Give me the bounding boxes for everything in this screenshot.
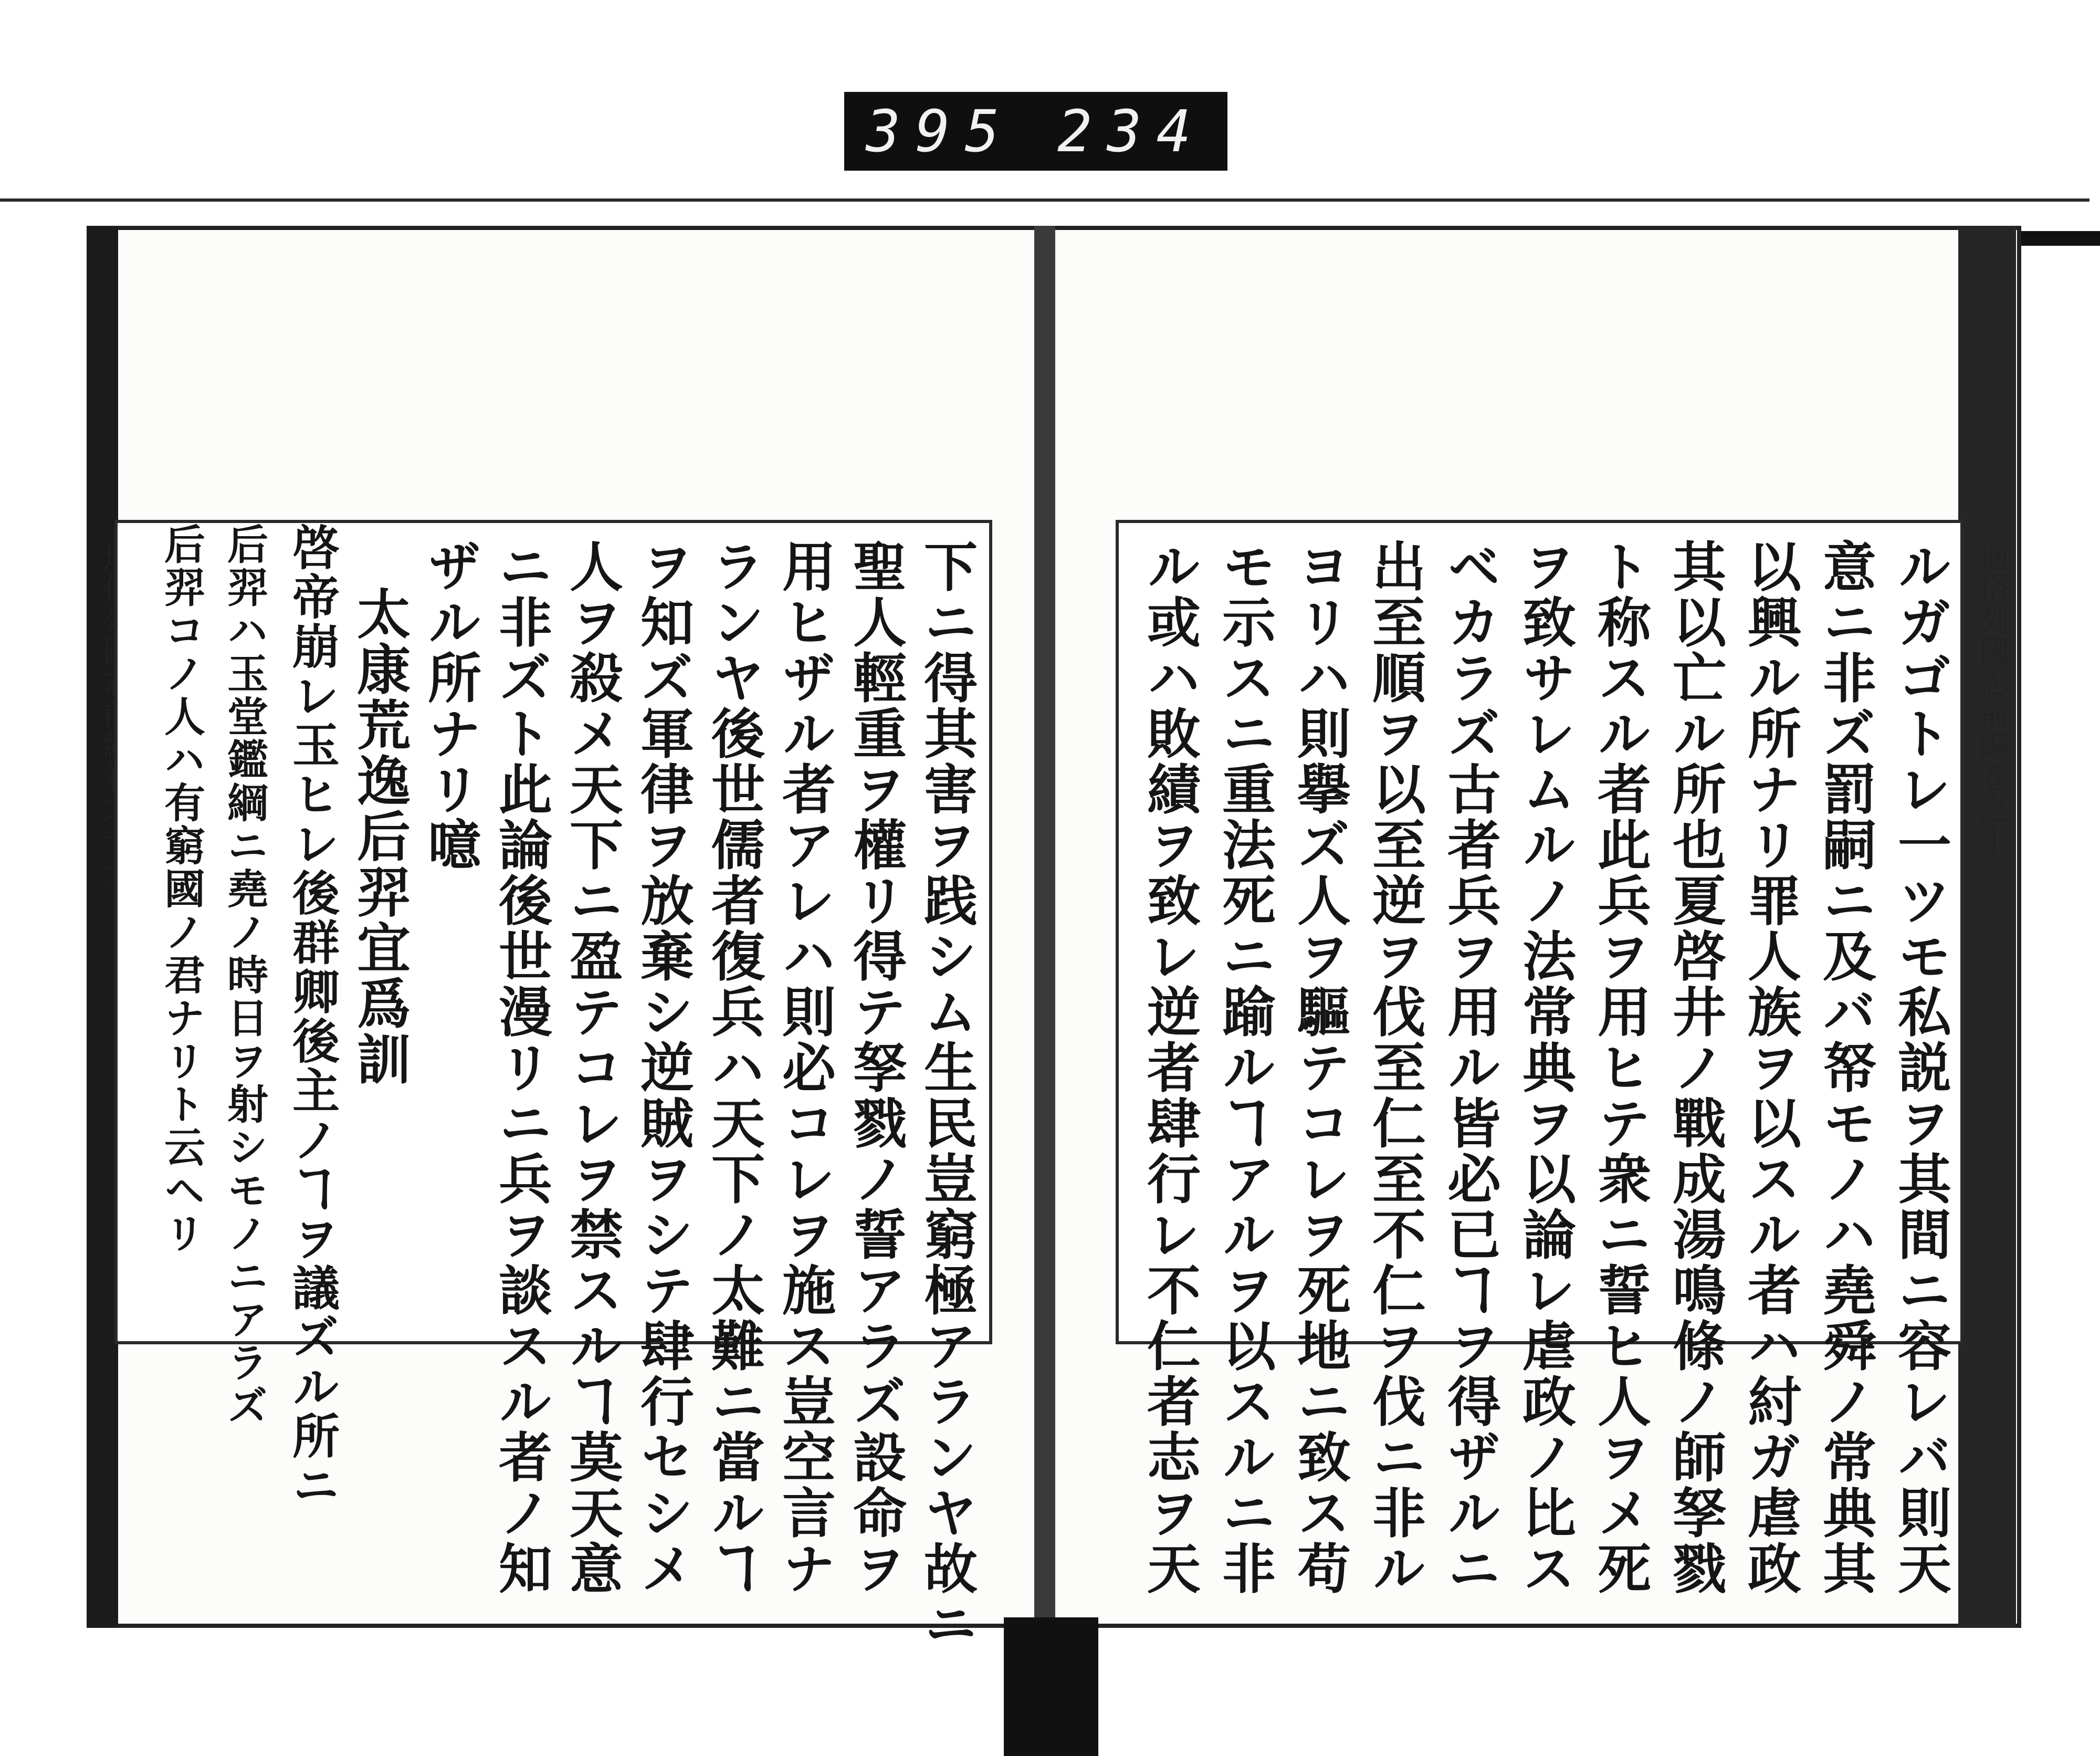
binding-stub (1004, 1617, 1098, 1756)
right-text-column: ル或ハ敗績ヲ致レ逆者肆行レ不仁者志ヲ天 (1138, 539, 1201, 1596)
frame-number-left: 395 (866, 98, 1014, 165)
right-text-column: ベカラズ古者兵ヲ用ル皆必已ヿヲ得ザルニ (1438, 539, 1502, 1596)
right-text-column: ヨリハ則擧ズ人ヲ驅テコレヲ死地ニ致ス苟 (1288, 539, 1351, 1596)
right-text-column: モ示スニ重法死ニ踰ルヿアルヲ以スルニ非 (1213, 539, 1276, 1596)
left-text-column: 人ヲ殺メ天下ニ盈テコレヲ禁スルヿ莫天意 (561, 539, 624, 1596)
left-text-column: 后羿コノ人ハ有窮國ノ君ナリト云ヘリ (158, 523, 205, 1255)
right-text-block (1116, 520, 1964, 1596)
left-text-column: ランヤ後世儒者復兵ハ天下ノ太難ニ當ルヿ (702, 539, 765, 1596)
right-text-column: ヲ致サレムルノ法常典ヲ以論レ虐政ノ比ス (1514, 539, 1577, 1596)
right-text-column: 其以亡ル所也夏啓井ノ戰成湯鳴條ノ師孥戮 (1664, 539, 1727, 1596)
right-text-column: 出至順ヲ以至逆ヲ伐至仁至不仁ヲ伐ニ非ル (1363, 539, 1426, 1596)
left-text-column: 下ニ得其害ヲ践シム生民豈窮極アランヤ故ニ (915, 539, 978, 1652)
right-page-edge (1958, 226, 2016, 1628)
left-text-column: ヲ知ズ軍律ヲ放棄シ逆賊ヲシテ肆行セシメ (632, 539, 695, 1596)
left-text-column: ニ非ズト此論後世漫リニ兵ヲ談スル者ノ知 (490, 539, 553, 1596)
left-text-column: 用ヒザル者アレハ則必コレヲ施ス豈空言ナ (773, 539, 836, 1596)
left-text-column: 后羿ハ玉堂鑑綱ニ堯ノ時日ヲ射シモノニアラズ (220, 523, 268, 1427)
top-rule (0, 198, 2090, 202)
right-text-column: ト称スル者此兵ヲ用ヒテ衆ニ誓ヒ人ヲメ死 (1589, 539, 1652, 1596)
left-text-block (114, 520, 992, 1652)
left-text-heading: 太康荒逸后羿宜爲訓 (348, 586, 411, 1087)
right-text-column: ルガゴトレ一ツモ私説ヲ其間ニ容レバ則天 (1889, 539, 1952, 1596)
left-page-edge (87, 226, 118, 1628)
frame-number-right: 234 (1057, 98, 1206, 165)
frame-number-label (844, 92, 1227, 171)
right-text-column: 以興ル所ナリ罪人族ヲ以スル者ハ紂ガ虐政 (1739, 539, 1802, 1596)
left-text-column: ザル所ナリ噫 (419, 539, 482, 873)
book-gutter (1034, 226, 1055, 1628)
left-text-column: 聖人輕重ヲ權リ得テ孥戮ノ誓アラズ設命ヲ (844, 539, 907, 1596)
right-text-column: 意ニ非ズ罰嗣ニ及バ帑モノハ堯舜ノ常典其 (1814, 539, 1877, 1596)
left-text-column: 啓帝崩レ玉ヒレ後群卿後主ノヿヲ議ズル所ニ (284, 523, 340, 1510)
right-margin-title: 通俗列國志前編卷之十 (1974, 541, 2010, 856)
top-rule-tab (2016, 231, 2100, 246)
